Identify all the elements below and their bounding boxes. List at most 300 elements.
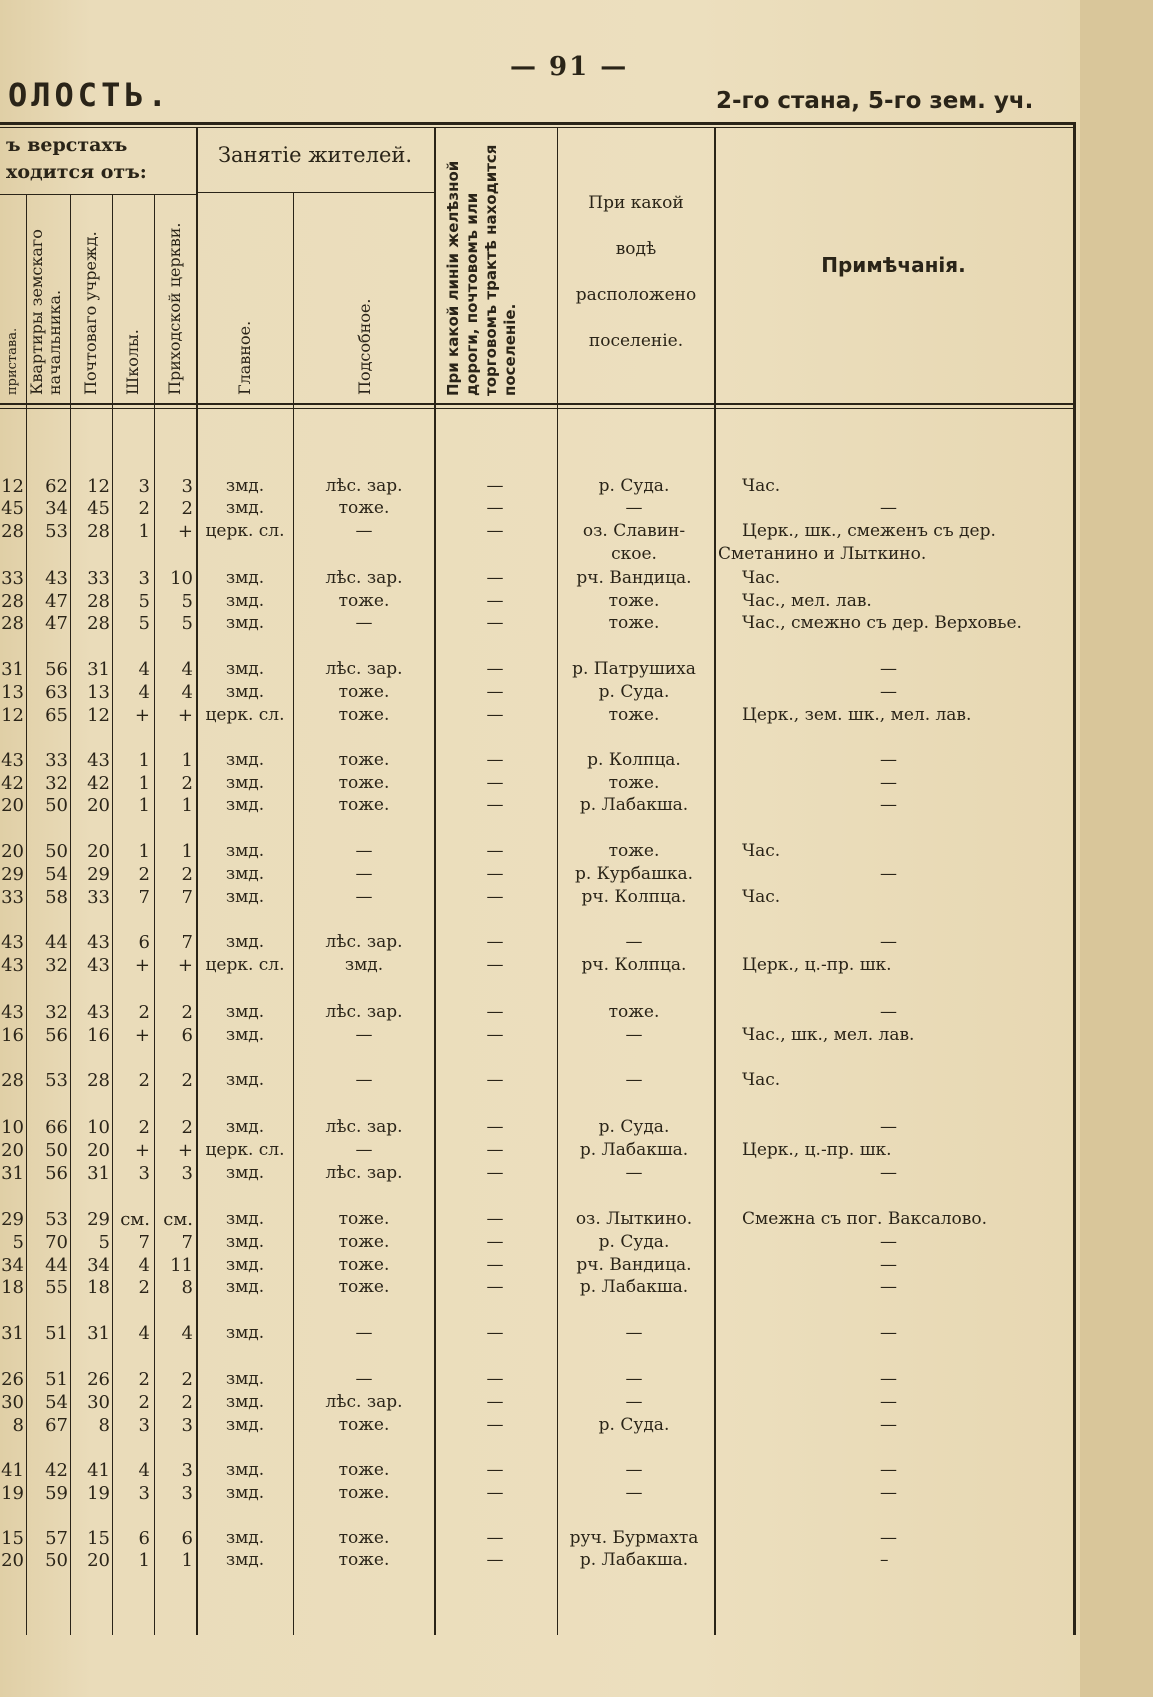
cell-c2: 43: [87, 1002, 110, 1023]
cell-c4: 2: [181, 1070, 193, 1091]
cell-c1: 51: [45, 1369, 68, 1390]
cell-note: —: [880, 773, 897, 793]
cell-c1: 63: [45, 682, 68, 703]
cell-c3: 1: [138, 841, 150, 862]
cell-main: церк. сл.: [205, 955, 285, 975]
cell-sub: тоже.: [338, 1460, 390, 1480]
cell-note: —: [880, 1460, 897, 1480]
cell-c2: 30: [87, 1392, 110, 1413]
cell-main: змд.: [225, 1415, 265, 1435]
cell-c1: 47: [45, 591, 68, 612]
cell-sub: змд.: [344, 955, 384, 975]
cell-sub: тоже.: [338, 1232, 390, 1252]
cell-c0: 29: [1, 1209, 24, 1230]
cell-water: —: [625, 498, 643, 518]
cell-c3: 4: [138, 1255, 150, 1276]
cell-note: —: [880, 1369, 897, 1389]
cell-c4: 2: [181, 1369, 193, 1390]
cell-c2: 33: [87, 887, 110, 908]
cell-c2: 20: [87, 795, 110, 816]
cell-c0: 12: [1, 476, 24, 497]
cell-sub: лѣс. зар.: [325, 568, 403, 588]
cell-c2: 26: [87, 1369, 110, 1390]
cell-note: Церк., ц.-пр. шк.: [742, 1140, 892, 1160]
cell-rail: —: [486, 1369, 504, 1389]
cell-c0: 19: [1, 1483, 24, 1504]
cell-main: змд.: [225, 613, 265, 633]
cell-rail: —: [486, 659, 504, 679]
cell-note: —: [880, 1277, 897, 1297]
cell-c4: 6: [181, 1025, 193, 1046]
cell-c4: 3: [181, 1163, 193, 1184]
cell-c4: 5: [181, 591, 193, 612]
cell-note: —: [880, 1415, 897, 1435]
cell-main: змд.: [225, 1070, 265, 1090]
cell-note: —: [880, 1163, 897, 1183]
cell-main: змд.: [225, 1232, 265, 1252]
cell-water: рч. Колпца.: [581, 955, 687, 975]
cell-c1: 54: [45, 1392, 68, 1413]
cell-water: рч. Вандица.: [576, 1255, 692, 1275]
cell-sub: —: [355, 1025, 373, 1045]
cell-note: Час.: [742, 841, 781, 861]
cell-c4: 5: [181, 613, 193, 634]
railway-header: При какой линіи желѣзной дороги, почтовомъ или торговомъ трактѣ находится поселеніе.: [444, 144, 519, 396]
cell-c1: 53: [45, 1070, 68, 1091]
cell-water: р. Лабакша.: [579, 795, 689, 815]
cell-c3: 2: [138, 1277, 150, 1298]
cell-sub: —: [355, 841, 373, 861]
cell-c2: 8: [98, 1415, 110, 1436]
cell-c4: 10: [170, 568, 193, 589]
cell-rail: —: [486, 932, 504, 952]
notes-header: Примѣчанія.: [821, 253, 966, 277]
cell-c4: 2: [181, 1117, 193, 1138]
main-occupation-header: Главное.: [235, 320, 254, 395]
cell-rail: —: [486, 1550, 504, 1570]
cell-c2: 43: [87, 932, 110, 953]
cell-water: рч. Колпца.: [581, 887, 687, 907]
cell-c1: 47: [45, 613, 68, 634]
cell-note: —: [880, 750, 897, 770]
cell-c4: 1: [181, 750, 193, 771]
cell-c3: 4: [138, 1460, 150, 1481]
cell-note: Час.: [742, 476, 781, 496]
cell-sub: —: [355, 1323, 373, 1343]
cell-c2: 31: [87, 659, 110, 680]
cell-main: змд.: [225, 1277, 265, 1297]
cell-c1: 58: [45, 887, 68, 908]
cell-c3: 3: [138, 1415, 150, 1436]
cell-c4: 2: [181, 498, 193, 519]
cell-c3: 1: [138, 795, 150, 816]
cell-c1: 70: [45, 1232, 68, 1253]
cell-c1: 66: [45, 1117, 68, 1138]
cell-note: —: [880, 1232, 897, 1252]
cell-rail: —: [486, 841, 504, 861]
cell-c3: 1: [138, 773, 150, 794]
cell-note: —: [880, 1483, 897, 1503]
cell-c2: 28: [87, 521, 110, 542]
cell-c3: +: [134, 955, 150, 976]
cell-water: —: [625, 1070, 643, 1090]
cell-c3: 7: [138, 887, 150, 908]
cell-sub: лѣс. зар.: [325, 932, 403, 952]
cell-water: р. Суда.: [598, 476, 670, 496]
cell-note: Час., шк., мел. лав.: [742, 1025, 915, 1045]
cell-c4: +: [177, 955, 193, 976]
secondary-occupation-header: Подсобное.: [355, 298, 374, 395]
cell-rail: —: [486, 521, 504, 541]
cell-c0: 45: [1, 498, 24, 519]
zemsky-header: Квартиры земскаго начальника.: [27, 229, 64, 395]
cell-note: —: [880, 795, 897, 815]
cell-sub: тоже.: [338, 773, 390, 793]
cell-note: —: [880, 864, 897, 884]
cell-c0: 12: [1, 705, 24, 726]
cell-c0: 31: [1, 1323, 24, 1344]
cell-c2: 43: [87, 955, 110, 976]
cell-water: —: [625, 1163, 643, 1183]
cell-c2: 31: [87, 1163, 110, 1184]
cell-main: змд.: [225, 1255, 265, 1275]
cell-c1: 44: [45, 932, 68, 953]
cell-note: —: [880, 498, 897, 518]
cell-c3: 3: [138, 476, 150, 497]
cell-c2: 13: [87, 682, 110, 703]
cell-main: змд.: [225, 795, 265, 815]
cell-c4: 1: [181, 841, 193, 862]
cell-c1: 50: [45, 841, 68, 862]
cell-note: Час., мел. лав.: [742, 591, 872, 611]
cell-rail: —: [486, 1255, 504, 1275]
cell-c1: 57: [45, 1528, 68, 1549]
cell-water: р. Лабакша.: [579, 1277, 689, 1297]
cell-c3: 2: [138, 1369, 150, 1390]
cell-note: Час.: [742, 1070, 781, 1090]
cell-main: церк. сл.: [205, 705, 285, 725]
cell-note: —: [880, 1002, 897, 1022]
cell-c0: 42: [1, 773, 24, 794]
cell-rail: —: [486, 1460, 504, 1480]
pristava-header: пристава.: [5, 327, 20, 395]
volost-title: ОЛОСТЬ.: [8, 76, 171, 114]
cell-rail: —: [486, 1415, 504, 1435]
cell-c0: 28: [1, 591, 24, 612]
cell-rail: —: [486, 705, 504, 725]
cell-c0: 31: [1, 1163, 24, 1184]
cell-c1: 53: [45, 1209, 68, 1230]
cell-note-cont: Сметанино и Лыткино.: [718, 544, 927, 564]
cell-sub: —: [355, 1369, 373, 1389]
cell-note: Час.: [742, 568, 781, 588]
cell-c4: 3: [181, 1483, 193, 1504]
cell-c4: 7: [181, 932, 193, 953]
cell-c0: 43: [1, 932, 24, 953]
cell-water: р. Суда.: [598, 1232, 670, 1252]
cell-sub: тоже.: [338, 1209, 390, 1229]
cell-c2: 5: [98, 1232, 110, 1253]
cell-sub: тоже.: [338, 591, 390, 611]
cell-note: —: [880, 1392, 897, 1412]
cell-c4: +: [177, 1140, 193, 1161]
cell-c0: 8: [12, 1415, 24, 1436]
cell-c3: см.: [120, 1209, 150, 1230]
cell-note: —: [880, 659, 897, 679]
cell-sub: тоже.: [338, 1528, 390, 1548]
cell-sub: тоже.: [338, 1415, 390, 1435]
cell-c2: 28: [87, 613, 110, 634]
cell-c3: 1: [138, 750, 150, 771]
cell-c2: 20: [87, 1550, 110, 1571]
cell-c3: 6: [138, 1528, 150, 1549]
page-number: — 91 —: [510, 52, 629, 82]
cell-c2: 20: [87, 1140, 110, 1161]
cell-water: р. Колпца.: [587, 750, 681, 770]
cell-c4: 2: [181, 773, 193, 794]
cell-sub: тоже.: [338, 1483, 390, 1503]
cell-c0: 20: [1, 1550, 24, 1571]
cell-sub: лѣс. зар.: [325, 476, 403, 496]
cell-water: тоже.: [608, 705, 660, 725]
cell-c2: 42: [87, 773, 110, 794]
postal-header: Почтоваго учрежд.: [81, 231, 100, 395]
cell-water: —: [625, 1323, 643, 1343]
cell-c2: 43: [87, 750, 110, 771]
cell-water: тоже.: [608, 591, 660, 611]
cell-c2: 45: [87, 498, 110, 519]
cell-c0: 5: [12, 1232, 24, 1253]
cell-main: змд.: [225, 1550, 265, 1570]
cell-rail: —: [486, 795, 504, 815]
cell-water: руч. Бурмахта: [569, 1528, 699, 1548]
cell-c0: 10: [1, 1117, 24, 1138]
cell-water: —: [625, 1025, 643, 1045]
cell-c4: 7: [181, 887, 193, 908]
cell-sub: тоже.: [338, 750, 390, 770]
cell-c1: 32: [45, 955, 68, 976]
cell-rail: —: [486, 1483, 504, 1503]
cell-sub: лѣс. зар.: [325, 659, 403, 679]
cell-sub: лѣс. зар.: [325, 1163, 403, 1183]
cell-main: церк. сл.: [205, 521, 285, 541]
cell-water: —: [625, 1369, 643, 1389]
cell-c0: 41: [1, 1460, 24, 1481]
cell-rail: —: [486, 476, 504, 496]
cell-c3: +: [134, 1140, 150, 1161]
cell-c0: 26: [1, 1369, 24, 1390]
cell-c2: 34: [87, 1255, 110, 1276]
cell-water: р. Курбашка.: [574, 864, 694, 884]
cell-rail: —: [486, 682, 504, 702]
cell-c4: 6: [181, 1528, 193, 1549]
cell-water: р. Суда.: [598, 1117, 670, 1137]
cell-water: р. Лабакша.: [579, 1140, 689, 1160]
cell-water: —: [625, 1392, 643, 1412]
cell-c1: 56: [45, 1163, 68, 1184]
cell-rail: —: [486, 1140, 504, 1160]
cell-c1: 62: [45, 476, 68, 497]
cell-main: змд.: [225, 659, 265, 679]
cell-c2: 31: [87, 1323, 110, 1344]
cell-c1: 34: [45, 498, 68, 519]
cell-main: змд.: [225, 498, 265, 518]
cell-c0: 13: [1, 682, 24, 703]
cell-water-cont: ское.: [611, 544, 657, 564]
cell-note: –: [880, 1550, 889, 1570]
cell-c4: 3: [181, 1415, 193, 1436]
cell-c3: 1: [138, 1550, 150, 1571]
cell-main: змд.: [225, 1025, 265, 1045]
cell-c3: 3: [138, 1483, 150, 1504]
cell-c1: 50: [45, 1140, 68, 1161]
cell-c2: 41: [87, 1460, 110, 1481]
cell-c4: см.: [163, 1209, 193, 1230]
cell-main: змд.: [225, 773, 265, 793]
cell-c0: 34: [1, 1255, 24, 1276]
cell-c2: 20: [87, 841, 110, 862]
cell-c3: 3: [138, 1163, 150, 1184]
cell-main: змд.: [225, 1392, 265, 1412]
cell-c4: 4: [181, 1323, 193, 1344]
cell-c0: 28: [1, 1070, 24, 1091]
cell-sub: лѣс. зар.: [325, 1117, 403, 1137]
cell-water: рч. Вандица.: [576, 568, 692, 588]
cell-main: змд.: [225, 1209, 265, 1229]
district-caption: 2-го стана, 5-го зем. уч.: [716, 88, 1034, 114]
cell-rail: —: [486, 1025, 504, 1045]
cell-c3: 2: [138, 864, 150, 885]
cell-c1: 67: [45, 1415, 68, 1436]
cell-sub: —: [355, 887, 373, 907]
cell-note: Церк., шк., смеженъ съ дер.: [742, 521, 996, 541]
cell-c3: 4: [138, 1323, 150, 1344]
cell-water: —: [625, 1460, 643, 1480]
cell-main: змд.: [225, 841, 265, 861]
cell-main: змд.: [225, 1163, 265, 1183]
cell-sub: лѣс. зар.: [325, 1392, 403, 1412]
cell-c3: 5: [138, 591, 150, 612]
cell-c4: 2: [181, 1002, 193, 1023]
cell-note: —: [880, 932, 897, 952]
cell-rail: —: [486, 1392, 504, 1412]
cell-main: змд.: [225, 932, 265, 952]
cell-c0: 28: [1, 521, 24, 542]
cell-rail: —: [486, 1117, 504, 1137]
cell-sub: лѣс. зар.: [325, 1002, 403, 1022]
cell-main: змд.: [225, 1528, 265, 1548]
cell-c0: 15: [1, 1528, 24, 1549]
cell-c3: 3: [138, 568, 150, 589]
cell-main: змд.: [225, 568, 265, 588]
cell-note: —: [880, 682, 897, 702]
cell-c4: 1: [181, 795, 193, 816]
cell-main: змд.: [225, 591, 265, 611]
cell-c0: 28: [1, 613, 24, 634]
cell-c2: 12: [87, 476, 110, 497]
cell-note: Церк., ц.-пр. шк.: [742, 955, 892, 975]
cell-c1: 51: [45, 1323, 68, 1344]
cell-sub: тоже.: [338, 705, 390, 725]
cell-note: Час.: [742, 887, 781, 907]
cell-c3: +: [134, 1025, 150, 1046]
cell-water: р. Суда.: [598, 682, 670, 702]
cell-c3: 6: [138, 932, 150, 953]
cell-water: оз. Лыткино.: [575, 1209, 693, 1229]
cell-rail: —: [486, 750, 504, 770]
cell-main: змд.: [225, 864, 265, 884]
cell-main: змд.: [225, 1002, 265, 1022]
cell-rail: —: [486, 864, 504, 884]
cell-c0: 33: [1, 887, 24, 908]
cell-rail: —: [486, 1323, 504, 1343]
cell-sub: —: [355, 1140, 373, 1160]
cell-water: оз. Славин-: [582, 521, 686, 541]
cell-c3: 2: [138, 1002, 150, 1023]
cell-c4: 2: [181, 864, 193, 885]
distance-group-header: ъ верстахъ ходится отъ:: [6, 134, 147, 183]
cell-rail: —: [486, 773, 504, 793]
cell-water: тоже.: [608, 773, 660, 793]
cell-c2: 29: [87, 864, 110, 885]
cell-rail: —: [486, 613, 504, 633]
cell-c2: 18: [87, 1277, 110, 1298]
cell-c0: 20: [1, 841, 24, 862]
cell-c4: 8: [181, 1277, 193, 1298]
cell-c1: 65: [45, 705, 68, 726]
cell-c4: +: [177, 521, 193, 542]
cell-c3: 7: [138, 1232, 150, 1253]
cell-note: —: [880, 1323, 897, 1343]
cell-sub: —: [355, 864, 373, 884]
occupation-header: Занятіе жителей.: [217, 143, 413, 167]
cell-sub: тоже.: [338, 1550, 390, 1570]
cell-c1: 50: [45, 795, 68, 816]
cell-note: Час., смежно съ дер. Верховье.: [742, 613, 1022, 633]
cell-c0: 31: [1, 659, 24, 680]
cell-c0: 20: [1, 1140, 24, 1161]
cell-c1: 59: [45, 1483, 68, 1504]
cell-c0: 43: [1, 1002, 24, 1023]
cell-sub: —: [355, 613, 373, 633]
cell-note: Смежна съ пог. Ваксалово.: [742, 1209, 987, 1229]
cell-water: тоже.: [608, 1002, 660, 1022]
cell-c4: 3: [181, 476, 193, 497]
cell-main: змд.: [225, 1117, 265, 1137]
cell-c3: 1: [138, 521, 150, 542]
cell-water: р. Лабакша.: [579, 1550, 689, 1570]
cell-c4: +: [177, 705, 193, 726]
cell-main: змд.: [225, 1369, 265, 1389]
cell-c3: 4: [138, 659, 150, 680]
cell-sub: тоже.: [338, 795, 390, 815]
cell-main: церк. сл.: [205, 1140, 285, 1160]
cell-sub: тоже.: [338, 1277, 390, 1297]
cell-c0: 18: [1, 1277, 24, 1298]
cell-c3: 2: [138, 1070, 150, 1091]
cell-rail: —: [486, 887, 504, 907]
cell-c2: 28: [87, 591, 110, 612]
cell-c1: 42: [45, 1460, 68, 1481]
cell-c0: 30: [1, 1392, 24, 1413]
cell-c3: 4: [138, 682, 150, 703]
cell-water: р. Суда.: [598, 1415, 670, 1435]
cell-c4: 11: [170, 1255, 193, 1276]
cell-c0: 43: [1, 750, 24, 771]
cell-main: змд.: [225, 1460, 265, 1480]
cell-c1: 50: [45, 1550, 68, 1571]
cell-c2: 16: [87, 1025, 110, 1046]
